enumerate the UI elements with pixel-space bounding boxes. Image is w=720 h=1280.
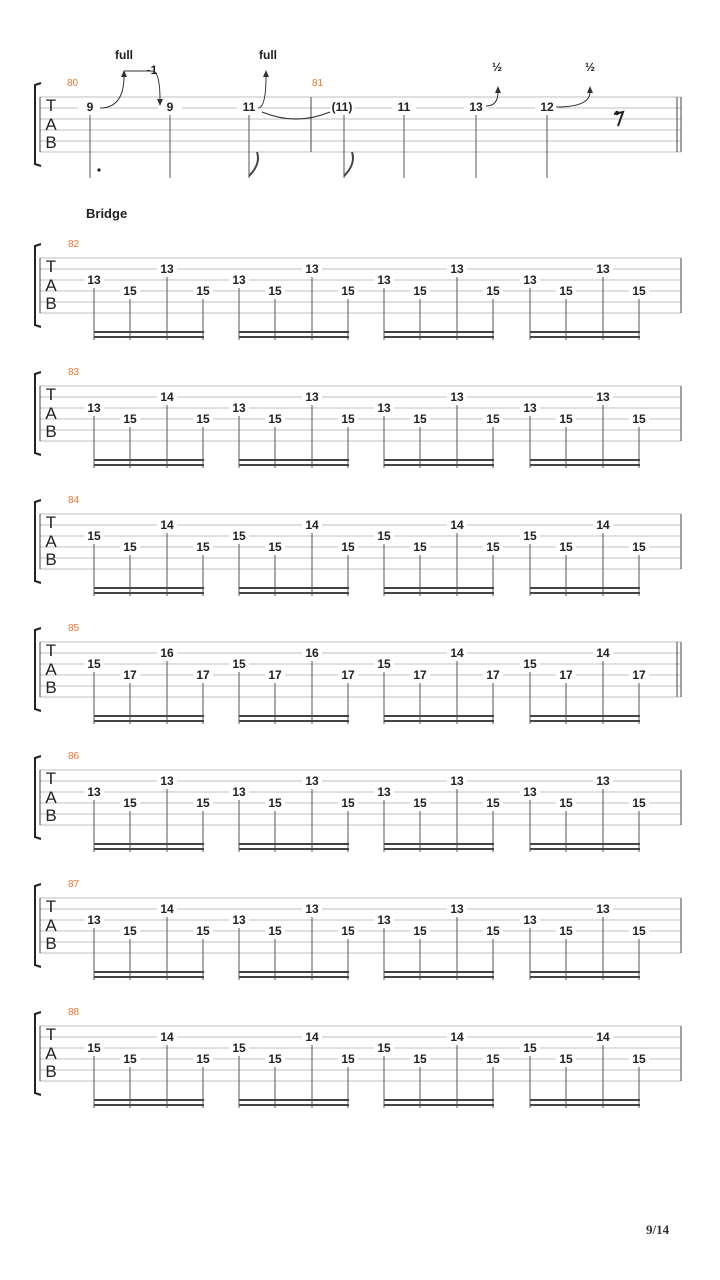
fret-number: 15 [486,1052,500,1066]
fret-number: 15 [377,1041,391,1055]
tie-arc [262,112,330,119]
fret-number: 15 [123,540,137,554]
tab-label-a: A [45,404,57,423]
fret-number: 15 [559,284,573,298]
fret-number: 9 [86,100,94,114]
fret-number: 15 [413,412,427,426]
fret-number: 15 [632,284,646,298]
fret-number: 15 [87,529,101,543]
fret-number: 17 [486,668,500,682]
fret-number: 13 [87,273,101,287]
tab-label-a: A [45,916,57,935]
measure-number: 81 [312,78,324,89]
fret-number: 13 [450,902,464,916]
bend-curve [100,76,124,108]
fret-number: 15 [523,657,537,671]
fret-number: 15 [341,412,355,426]
fret-number: 13 [596,262,610,276]
fret-number: 13 [377,913,391,927]
tab-label-t: T [45,1025,57,1044]
fret-number: 15 [87,1041,101,1055]
measure-number: 84 [68,495,80,506]
fret-number: 15 [486,412,500,426]
fret-number: 13 [377,785,391,799]
fret-number: 17 [559,668,573,682]
fret-number: 15 [123,284,137,298]
fret-number: 15 [341,924,355,938]
measure-number: 87 [68,879,80,890]
tab-label-t: T [45,257,57,276]
fret-number: 11 [242,100,256,114]
fret-number: 17 [123,668,137,682]
tab-label-b: B [45,422,57,441]
fret-number: 14 [596,646,610,660]
measure-number: 80 [67,78,79,89]
fret-number: 15 [413,796,427,810]
fret-number: 14 [160,390,174,404]
fret-number: 15 [413,540,427,554]
fret-number: 15 [341,284,355,298]
fret-number: 15 [123,924,137,938]
fret-number: 15 [559,1052,573,1066]
fret-number: 13 [87,913,101,927]
fret-number: 15 [232,529,246,543]
bend-curve [556,92,590,107]
fret-number: 15 [123,412,137,426]
fret-number: 11 [397,100,411,114]
fret-number: 13 [305,902,319,916]
fret-number: 15 [486,540,500,554]
fret-number: 15 [632,924,646,938]
fret-number: 14 [596,1030,610,1044]
system-measures-80-81 [35,48,681,178]
fret-number: 15 [87,657,101,671]
fret-number: 14 [160,518,174,532]
tab-label-t: T [45,96,57,115]
fret-number: 14 [305,1030,319,1044]
fret-number: 14 [450,518,464,532]
bend-arrow [263,70,269,77]
fret-number: 15 [486,924,500,938]
tab-label-a: A [45,1044,57,1063]
fret-number: 15 [341,796,355,810]
fret-number: 13 [596,774,610,788]
fret-number: 15 [632,1052,646,1066]
fret-number: 15 [268,1052,282,1066]
fret-number: 13 [232,273,246,287]
fret-number: 15 [268,412,282,426]
fret-number: 13 [305,390,319,404]
fret-number: 13 [596,902,610,916]
fret-number: (11) [331,100,353,114]
measure-number: 86 [68,751,80,762]
fret-number: 15 [341,540,355,554]
fret-number: 15 [632,796,646,810]
release-marker: -1 [146,63,158,77]
fret-number: 15 [123,796,137,810]
fret-number: 13 [305,774,319,788]
fret-number: 15 [486,284,500,298]
tab-label-a: A [45,660,57,679]
fret-number: 13 [87,401,101,415]
fret-number: 13 [377,401,391,415]
system-measure-86 [35,751,681,852]
fret-number: 13 [450,390,464,404]
fret-number: 13 [305,262,319,276]
fret-number: 14 [450,646,464,660]
fret-number: 13 [160,774,174,788]
fret-number: 13 [523,273,537,287]
fret-number: 15 [559,924,573,938]
fret-number: 15 [196,1052,210,1066]
fret-number: 17 [632,668,646,682]
measure-number: 85 [68,623,80,634]
fret-number: 15 [232,1041,246,1055]
fret-number: 17 [413,668,427,682]
tab-label-b: B [45,678,57,697]
fret-number: 12 [540,100,554,114]
section-label-bridge: Bridge [86,206,128,221]
measure-number: 88 [68,1007,80,1018]
bend-label: full [115,48,133,62]
tab-label-b: B [45,550,57,569]
fret-number: 13 [87,785,101,799]
fret-number: 15 [123,1052,137,1066]
tab-label-b: B [45,133,57,152]
tab-label-t: T [45,385,57,404]
fret-number: 13 [450,774,464,788]
tab-label-t: T [45,769,57,788]
tab-label-b: B [45,294,57,313]
system-measure-83 [35,367,681,468]
fret-number: 15 [413,1052,427,1066]
tab-label-a: A [45,788,57,807]
fret-number: 15 [486,796,500,810]
tab-label-b: B [45,806,57,825]
fret-number: 13 [232,913,246,927]
tab-label-t: T [45,513,57,532]
fret-number: 15 [268,796,282,810]
tab-label-t: T [45,641,57,660]
augmentation-dot [97,168,100,171]
fret-number: 15 [232,657,246,671]
fret-number: 15 [413,284,427,298]
fret-number: 15 [268,924,282,938]
fret-number: 14 [596,518,610,532]
fret-number: 15 [523,529,537,543]
fret-number: 13 [596,390,610,404]
fret-number: 15 [413,924,427,938]
tab-label-b: B [45,1062,57,1081]
tab-label-a: A [45,532,57,551]
fret-number: 17 [341,668,355,682]
fret-number: 13 [232,401,246,415]
fret-number: 15 [377,657,391,671]
fret-number: 15 [523,1041,537,1055]
fret-number: 15 [268,540,282,554]
bend-label: full [259,48,277,62]
tab-label-b: B [45,934,57,953]
bend-label: ½ [491,60,503,74]
fret-number: 15 [196,284,210,298]
fret-number: 13 [523,913,537,927]
page-number: 9/14 [646,1222,670,1237]
fret-number: 13 [523,785,537,799]
measure-number: 83 [68,367,80,378]
fret-number: 17 [196,668,210,682]
fret-number: 13 [469,100,483,114]
tab-label-a: A [45,115,57,134]
fret-number: 13 [160,262,174,276]
fret-number: 14 [160,1030,174,1044]
fret-number: 14 [160,902,174,916]
fret-number: 16 [305,646,319,660]
fret-number: 15 [196,796,210,810]
system-measure-88 [35,1007,681,1108]
fret-number: 17 [268,668,282,682]
system-measure-84 [35,495,681,596]
fret-number: 15 [377,529,391,543]
fret-number: 13 [523,401,537,415]
fret-number: 14 [305,518,319,532]
fret-number: 13 [450,262,464,276]
fret-number: 15 [632,412,646,426]
fret-number: 15 [559,540,573,554]
fret-number: 15 [196,412,210,426]
system-measure-87 [35,879,681,980]
fret-number: 16 [160,646,174,660]
fret-number: 15 [341,1052,355,1066]
fret-number: 13 [232,785,246,799]
fret-number: 15 [559,796,573,810]
tab-label-a: A [45,276,57,295]
fret-number: 14 [450,1030,464,1044]
note-flag [344,152,353,176]
bend-arrow [587,86,593,93]
fret-number: 15 [196,540,210,554]
fret-number: 13 [377,273,391,287]
tab-label-t: T [45,897,57,916]
measure-number: 82 [68,239,80,250]
system-measure-85 [35,623,681,724]
fret-number: 9 [166,100,174,114]
system-measure-82 [35,239,681,340]
bend-label: ½ [584,60,596,74]
fret-number: 15 [559,412,573,426]
fret-number: 15 [196,924,210,938]
note-flag [249,152,258,176]
fret-number: 15 [632,540,646,554]
bend-arrow [495,86,501,93]
fret-number: 15 [268,284,282,298]
